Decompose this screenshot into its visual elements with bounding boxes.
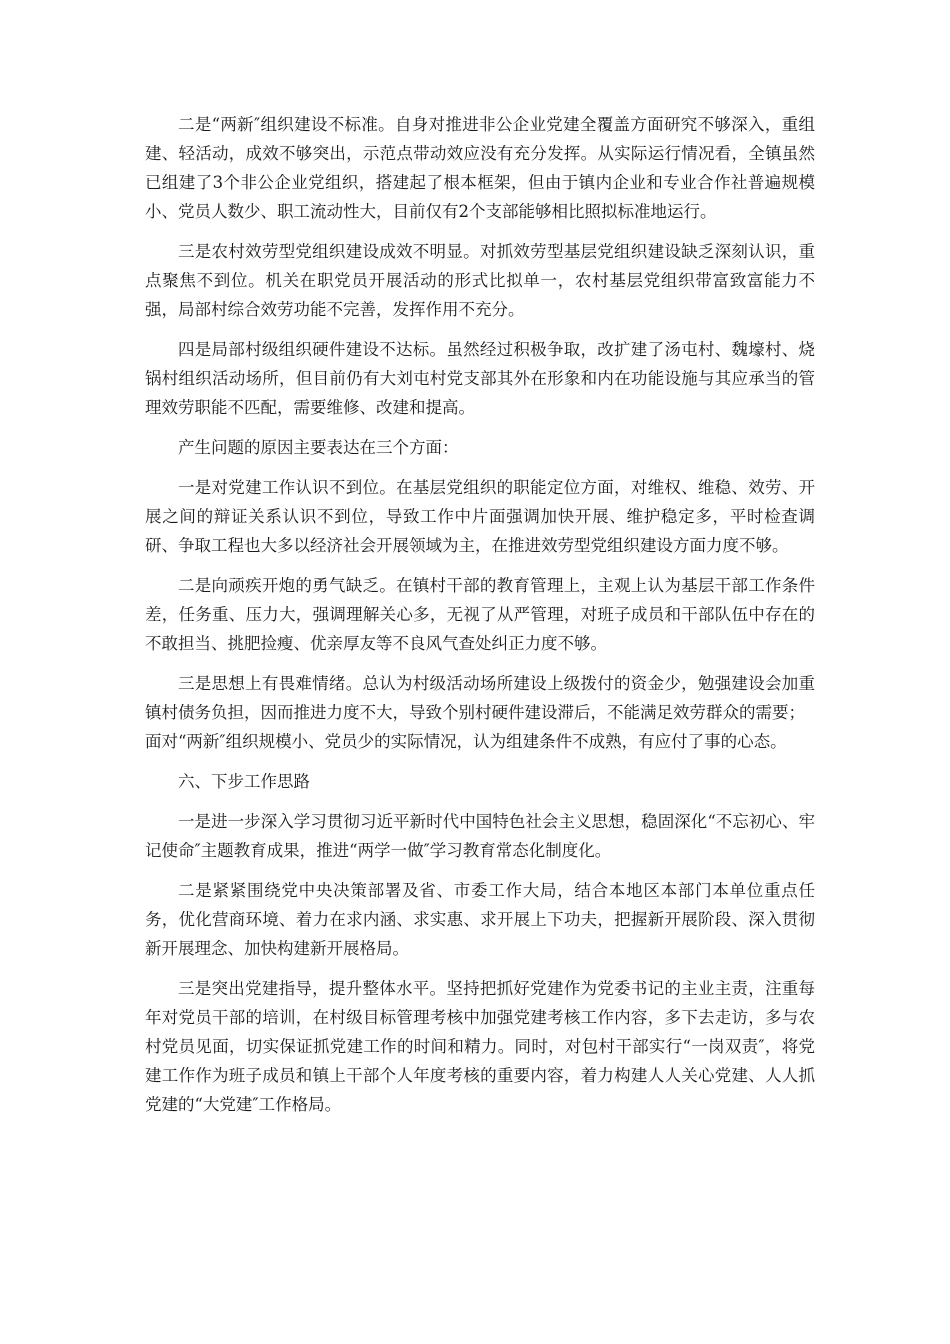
section-heading-next-steps: 六、下步工作思路 [178, 772, 310, 791]
paragraph-next-step-three: 三是突出党建指导，提升整体水平。坚持把抓好党建作为党委书记的主业主责，注重每年对党员干部的培训，在村级目标管理考核中加强党建考核工作内容，多下去走访，多与农村党员见面，切实保证抓党建工作的时间和精力。同时，对包村干部实行“一岗双责″，将党建工作作为班子成员和镇上干部个人年度考核的重要内容，着力构建人人关心党建、人人抓党建的“大党建″工作格局。 [145, 979, 815, 1114]
paragraph-cause-three-continued: 面对“两新″组织规模小、党员少的实际情况，认为组建条件不成熟，有应付了事的心态。 [145, 732, 787, 751]
paragraph-cause-two: 二是向顽疾开炮的勇气缺乏。在镇村干部的教育管理上，主观上认为基层干部工作条件差，任务重、压力大，强调理解关心多，无视了从严管理，对班子成员和干部队伍中存在的不敢担当、挑肥捡瘦、优亲厚友等不良风气查处纠正力度不够。 [145, 576, 815, 653]
paragraph-cause-three: 三是思想上有畏难情绪。总认为村级活动场所建设上级拨付的资金少，勉强建设会加重镇村债务负担，因而推进力度不大，导致个别村硬件建设滞后，不能满足效劳群众的需要； [145, 674, 815, 722]
paragraph-two-new-organizations: 二是“两新″组织建设不标准。自身对推进非公企业党建全覆盖方面研究不够深入，重组建、轻活动，成效不够突出，示范点带动效应没有充分发挥。从实际运行情况看，全镇虽然已组建了3个非公企业党组织，搭建起了根本框架，但由于镇内企业和专业合作社普遍规模小、党员人数少、职工流动性大，目前仅有2个支部能够相比照拟标准地运行。 [145, 115, 815, 221]
paragraph-service-party-organizations: 三是农村效劳型党组织建设成效不明显。对抓效劳型基层党组织建设缺乏深刻认识，重点聚焦不到位。机关在职党员开展活动的形式比拟单一，农村基层党组织带富致富能力不强，局部村综合效劳功能不完善，发挥作用不充分。 [145, 242, 815, 319]
paragraph-causes-intro: 产生问题的原因主要表达在三个方面： [178, 438, 459, 457]
paragraph-next-step-two: 二是紧紧围绕党中央决策部署及省、市委工作大局，结合本地区本部门本单位重点任务，优化营商环境、着力在求内涵、求实惠、求开展上下功夫，把握新开展阶段、深入贯彻新开展理念、加快构建新开展格局。 [145, 881, 815, 958]
paragraph-cause-one: 一是对党建工作认识不到位。在基层党组织的职能定位方面，对维权、维稳、效劳、开展之间的辩证关系认识不到位，导致工作中片面强调加快开展、维护稳定多，平时检查调研、争取工程也大多以经济社会开展领域为主，在推进效劳型党组织建设方面力度不够。 [145, 478, 815, 555]
document-body [145, 110, 815, 1130]
paragraph-next-step-one: 一是进一步深入学习贯彻习近平新时代中国特色社会主义思想，稳固深化“不忘初心、牢记使命″主题教育成果，推进“两学一做″学习教育常态化制度化。 [145, 812, 815, 860]
paragraph-village-hardware: 四是局部村级组织硬件建设不达标。虽然经过积极争取，改扩建了汤屯村、魏壕村、烧锅村组织活动场所，但目前仍有大刘屯村党支部其外在形象和内在功能设施与其应承当的管理效劳职能不匹配，需要维修、改建和提高。 [145, 340, 815, 417]
